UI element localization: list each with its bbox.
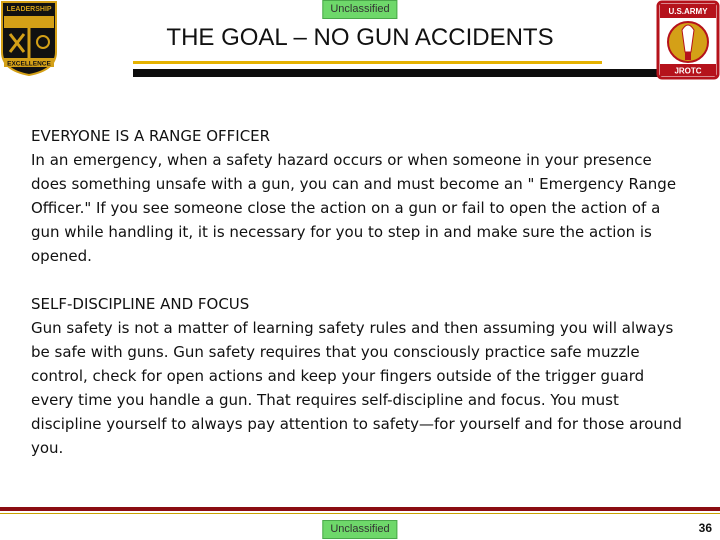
- section1-text: In an emergency, when a safety hazard occurs or when someone in your presence does something unsafe with a gun, you can and must become an " Emergency Range Officer." If you see someone close the action on a gun or fail to open the action of a gun while handling it, it is necessary for you to step in and make sure the action is opened.: [31, 151, 677, 265]
- left-logo-bottom-text: EXCELLENCE: [7, 60, 51, 68]
- slide-title: THE GOAL – NO GUN ACCIDENTS: [166, 24, 554, 51]
- section2-text: Gun safety is not a matter of learning safety rules and then assuming you will always be safe with guns. Gun safety requires that you consciously practice safe muzzle control, check for open actions and keep your fingers outside of the trigger guard every time you handle a gun. That requires self-discipline and focus. You must discipline yourself to always pay attention to safety—for yourself and for those around you.: [31, 319, 682, 457]
- footer-bar: [0, 507, 720, 511]
- classification-banner-top: Unclassified: [322, 0, 397, 19]
- slide-body: [31, 124, 691, 460]
- right-logo-top-text: U.S.ARMY: [668, 7, 708, 16]
- section2-heading: SELF-DISCIPLINE AND FOCUS: [31, 295, 250, 313]
- leadership-excellence-shield-icon: [0, 0, 58, 76]
- left-logo-top-text: LEADERSHIP: [6, 6, 52, 13]
- title-underline-gold: [133, 61, 602, 64]
- classification-banner-bottom: Unclassified: [322, 520, 397, 539]
- title-underline-black: [133, 69, 658, 77]
- page-number: 36: [698, 521, 712, 535]
- footer-line: [0, 513, 720, 514]
- section1-heading: EVERYONE IS A RANGE OFFICER: [31, 127, 271, 145]
- right-logo-bottom-text: JROTC: [674, 66, 702, 76]
- jrotc-torch-icon: [656, 0, 720, 80]
